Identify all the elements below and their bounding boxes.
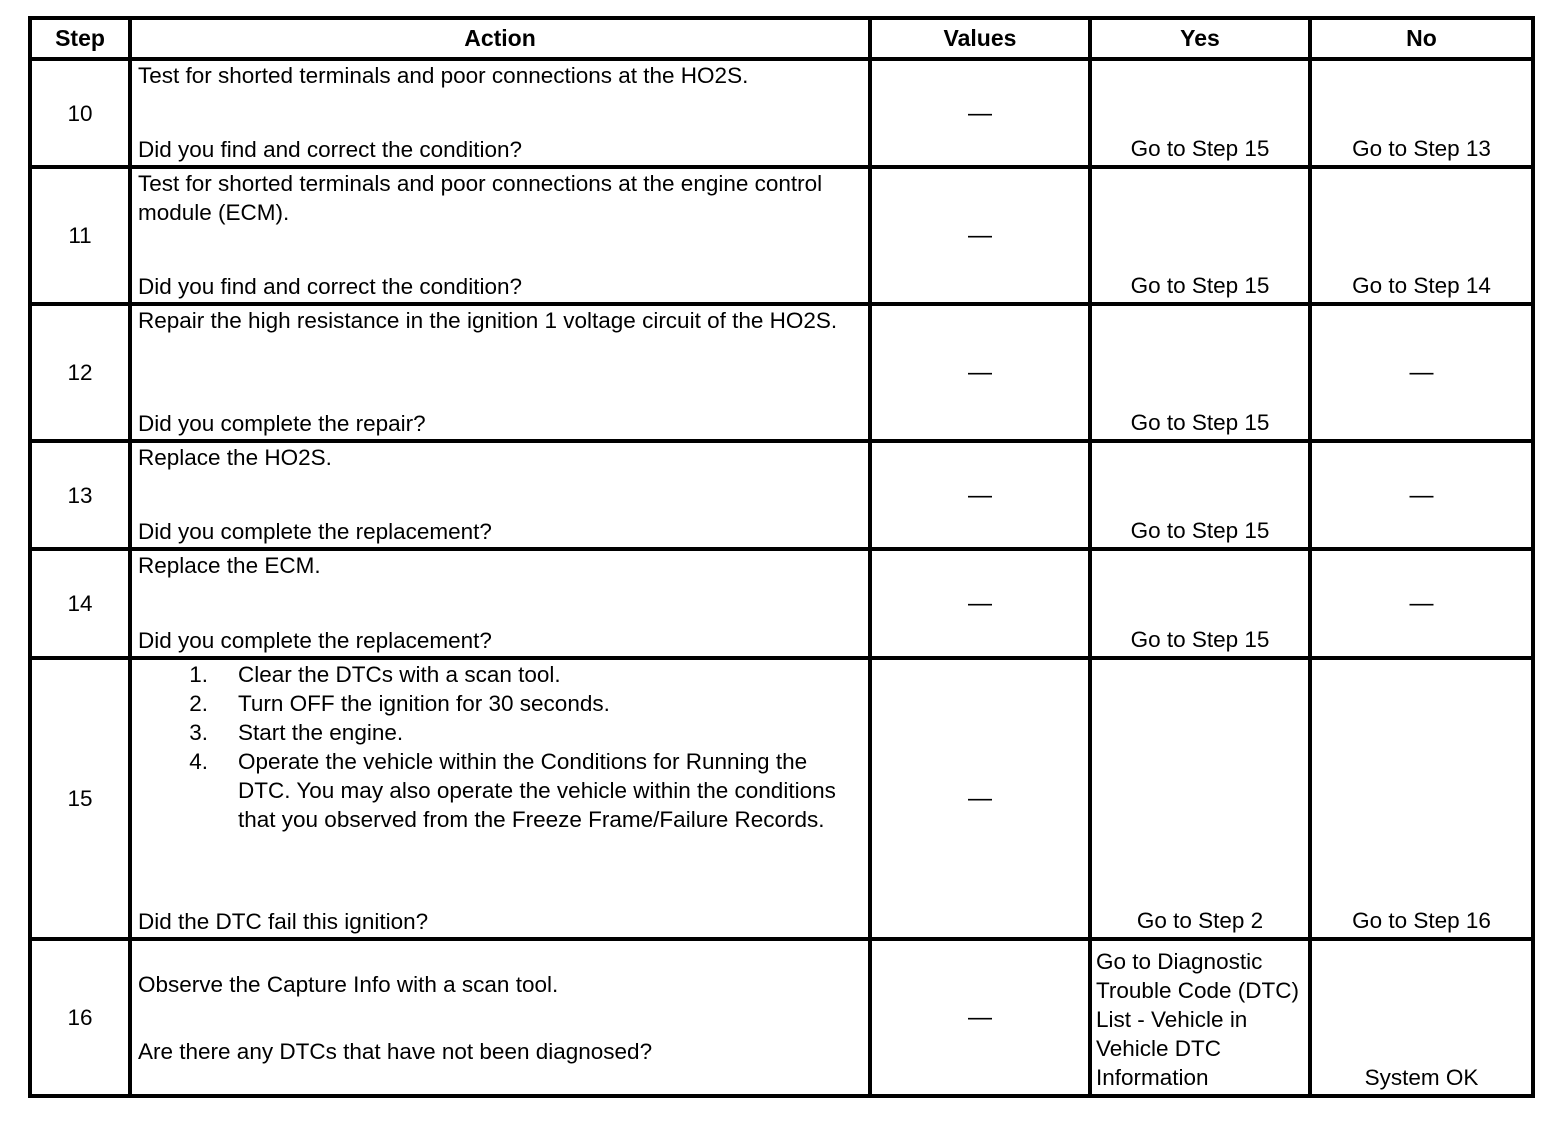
yes-cell: Go to Step 2 — [1090, 658, 1310, 939]
yes-cell: Go to Step 15 — [1090, 59, 1310, 167]
action-question: Did you complete the replacement? — [138, 628, 492, 653]
header-yes: Yes — [1090, 18, 1310, 59]
procedure-item: 1. Clear the DTCs with a scan tool. — [189, 662, 561, 687]
step-number: 10 — [30, 59, 130, 167]
no-cell: — — [1310, 549, 1533, 658]
table-row — [30, 167, 1533, 304]
yes-cell: Go to Step 15 — [1090, 304, 1310, 441]
no-cell: System OK — [1310, 939, 1533, 1096]
action-question: Did you find and correct the condition? — [138, 274, 522, 299]
header-action: Action — [130, 18, 870, 59]
no-cell: Go to Step 16 — [1310, 658, 1533, 939]
header-values: Values — [870, 18, 1090, 59]
procedure-list — [138, 660, 868, 834]
procedure-item: 2. Turn OFF the ignition for 30 seconds. — [189, 691, 610, 716]
action-cell — [130, 304, 870, 441]
values-cell: — — [870, 441, 1090, 549]
action-cell — [130, 549, 870, 658]
action-question: Did you find and correct the condition? — [138, 137, 522, 162]
action-text: Repair the high resistance in the ignition 1 voltage circuit of the HO2S. — [138, 308, 838, 333]
action-text: Test for shorted terminals and poor connections at the engine control module (ECM). — [138, 171, 823, 225]
action-cell — [130, 939, 870, 1096]
table-row — [30, 59, 1533, 167]
procedure-item: 4. Operate the vehicle within the Conditions for Running the DTC. You may also operate the vehicle within the conditions that you observed from the Freeze Frame/Failure Records. — [189, 749, 836, 832]
table-row — [30, 939, 1533, 1096]
action-question: Are there any DTCs that have not been diagnosed? — [138, 1038, 653, 1064]
yes-cell: Go to Step 15 — [1090, 441, 1310, 549]
header-no: No — [1310, 18, 1533, 59]
table-row — [30, 441, 1533, 549]
values-cell: — — [870, 304, 1090, 441]
action-cell — [130, 658, 870, 939]
action-text: Test for shorted terminals and poor connections at the HO2S. — [138, 63, 749, 88]
action-question: Did the DTC fail this ignition? — [138, 909, 429, 934]
table-row — [30, 658, 1533, 939]
values-cell: — — [870, 939, 1090, 1096]
values-cell: — — [870, 658, 1090, 939]
action-cell — [130, 59, 870, 167]
no-cell: Go to Step 14 — [1310, 167, 1533, 304]
action-cell — [130, 167, 870, 304]
step-number: 11 — [30, 167, 130, 304]
header-step: Step — [30, 18, 130, 59]
values-cell: — — [870, 167, 1090, 304]
yes-cell: Go to Diagnostic Trouble Code (DTC) List - Vehicle in Vehicle DTC Information — [1090, 939, 1310, 1096]
yes-cell: Go to Step 15 — [1090, 549, 1310, 658]
yes-cell: Go to Step 15 — [1090, 167, 1310, 304]
no-cell: Go to Step 13 — [1310, 59, 1533, 167]
action-text: Replace the HO2S. — [138, 445, 332, 470]
diagnostic-table — [28, 16, 1535, 1098]
table-row — [30, 304, 1533, 441]
action-question: Did you complete the repair? — [138, 411, 426, 436]
header-row — [30, 18, 1533, 59]
values-cell: — — [870, 59, 1090, 167]
values-cell: — — [870, 549, 1090, 658]
step-number: 16 — [30, 939, 130, 1096]
step-number: 14 — [30, 549, 130, 658]
step-number: 13 — [30, 441, 130, 549]
action-cell — [130, 441, 870, 549]
action-text: Observe the Capture Info with a scan tool. — [138, 971, 559, 997]
action-question: Did you complete the replacement? — [138, 519, 492, 544]
action-text: Replace the ECM. — [138, 553, 321, 578]
procedure-item: 3. Start the engine. — [189, 720, 404, 745]
step-number: 15 — [30, 658, 130, 939]
table-row — [30, 549, 1533, 658]
no-cell: — — [1310, 304, 1533, 441]
step-number: 12 — [30, 304, 130, 441]
no-cell: — — [1310, 441, 1533, 549]
